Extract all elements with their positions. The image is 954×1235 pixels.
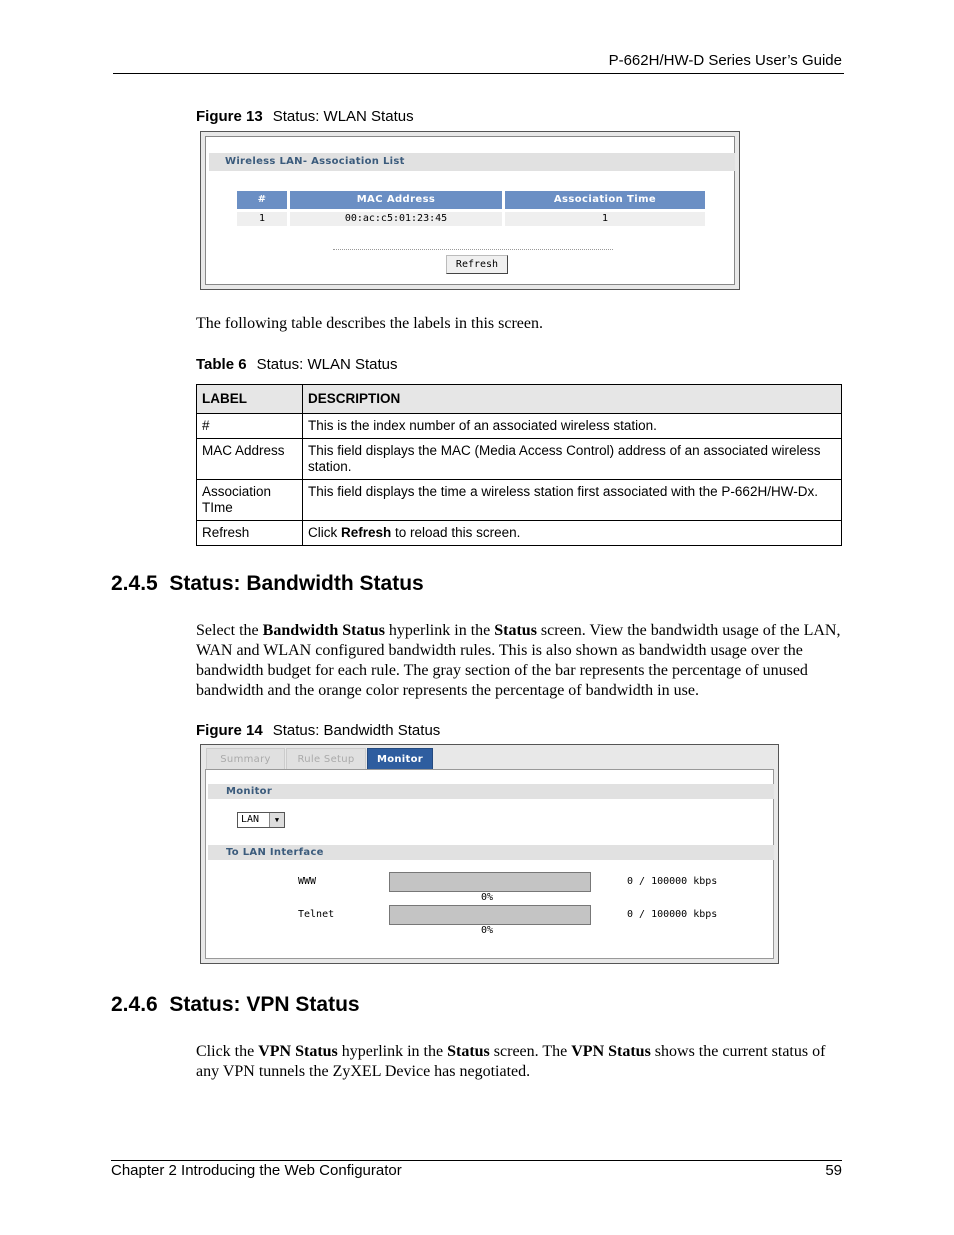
para-text: Click the	[196, 1043, 259, 1060]
cell-association-time: 1	[505, 212, 705, 226]
chevron-down-icon: ▼	[269, 813, 284, 827]
wlan-status-label-table	[196, 384, 842, 546]
rule-name-www: WWW	[298, 876, 317, 887]
cell-mac-address: 00:ac:c5:01:23:45	[290, 212, 502, 226]
row-label: Association TIme	[197, 480, 303, 521]
para-bold: Status	[447, 1043, 490, 1060]
para-bold: VPN Status	[571, 1043, 651, 1060]
para-text: hyperlink in the	[337, 1043, 448, 1060]
desc-text: Click	[308, 525, 341, 540]
row-description: This is the index number of an associated wireless station.	[303, 414, 842, 439]
tab-monitor[interactable]: Monitor	[367, 748, 433, 771]
divider	[333, 249, 613, 250]
usage-percent-www: 0%	[481, 892, 494, 903]
refresh-button[interactable]: Refresh	[446, 255, 508, 274]
row-label: MAC Address	[197, 439, 303, 480]
para-bold: Status	[494, 622, 537, 639]
table-row	[197, 439, 842, 480]
figure13-label: Figure 13	[196, 108, 263, 125]
intro-paragraph: The following table describes the labels in this screen.	[196, 315, 544, 332]
table-row	[197, 480, 842, 521]
table-row	[197, 521, 842, 546]
desc-text: to reload this screen.	[391, 525, 521, 540]
footer-page-number: 59	[825, 1162, 842, 1179]
para-bold: VPN Status	[258, 1043, 338, 1060]
column-header-association-time: Association Time	[505, 191, 705, 209]
row-label: #	[197, 414, 303, 439]
table6-title: Status: WLAN Status	[256, 356, 398, 373]
usage-bar-telnet	[389, 905, 591, 925]
table-header-row	[197, 385, 842, 414]
header-rule	[113, 73, 844, 74]
para-bold: Bandwidth Status	[262, 622, 385, 639]
description-header: DESCRIPTION	[303, 385, 842, 414]
figure14-label: Figure 14	[196, 722, 263, 739]
tab-summary[interactable]: Summary	[206, 748, 285, 770]
footer-rule	[111, 1160, 842, 1161]
rule-name-telnet: Telnet	[298, 909, 335, 920]
table6-label: Table 6	[196, 356, 247, 373]
usage-percent-telnet: 0%	[481, 925, 494, 936]
figure13-caption	[196, 108, 414, 125]
para-text: Select the	[196, 622, 263, 639]
cell-index: 1	[237, 212, 287, 226]
interface-select[interactable]	[237, 812, 285, 828]
column-header-index: #	[237, 191, 287, 209]
column-header-mac-address: MAC Address	[290, 191, 502, 209]
figure14-caption	[196, 722, 440, 739]
usage-bar-www	[389, 872, 591, 892]
page-header-title: P-662H/HW-D Series User’s Guide	[608, 52, 842, 69]
label-header: LABEL	[197, 385, 303, 414]
row-label: Refresh	[197, 521, 303, 546]
table6-caption	[196, 356, 397, 373]
usage-rate-www: 0 / 100000 kbps	[627, 876, 718, 887]
row-description	[303, 521, 842, 546]
figure14-title: Status: Bandwidth Status	[272, 722, 441, 739]
para-text: screen. The	[489, 1043, 572, 1060]
interface-select-value: LAN	[241, 814, 260, 825]
figure14-screenshot	[200, 744, 779, 964]
usage-rate-telnet: 0 / 100000 kbps	[627, 909, 718, 920]
wlan-status-panel	[205, 136, 735, 285]
footer-chapter: Chapter 2 Introducing the Web Configurator	[111, 1162, 402, 1179]
desc-bold: Refresh	[341, 525, 392, 540]
section-2-4-5-paragraph	[196, 621, 842, 701]
para-text: shows the current status of any VPN tunnels the ZyXEL Device has negotiated.	[196, 1043, 826, 1080]
monitor-section-title: Monitor	[208, 784, 774, 799]
table-row	[197, 414, 842, 439]
association-list-title: Wireless LAN- Association List	[209, 153, 735, 171]
figure13-screenshot	[200, 131, 740, 290]
figure13-title: Status: WLAN Status	[272, 108, 414, 125]
para-text: hyperlink in the	[384, 622, 495, 639]
bandwidth-monitor-panel	[205, 769, 774, 959]
para-text: screen. View the bandwidth usage of the LAN, WAN and WLAN configured bandwidth rules. This is also shown as bandwidth usage over the bandwidth budget for each rule. The gray section of the bar represents the percentage of unused bandwidth and the orange color represents the percentage of bandwidth in use.	[196, 622, 841, 699]
section-heading-2-4-5: 2.4.5 Status: Bandwidth Status	[111, 572, 424, 595]
tab-rule-setup[interactable]: Rule Setup	[286, 748, 366, 770]
row-description: This field displays the MAC (Media Access Control) address of an associated wireless station.	[303, 439, 842, 480]
section-heading-2-4-6: 2.4.6 Status: VPN Status	[111, 993, 360, 1016]
lan-interface-section-title: To LAN Interface	[208, 845, 774, 860]
section-2-4-6-paragraph	[196, 1042, 842, 1082]
row-description: This field displays the time a wireless station first associated with the P-662H/HW-Dx.	[303, 480, 842, 521]
